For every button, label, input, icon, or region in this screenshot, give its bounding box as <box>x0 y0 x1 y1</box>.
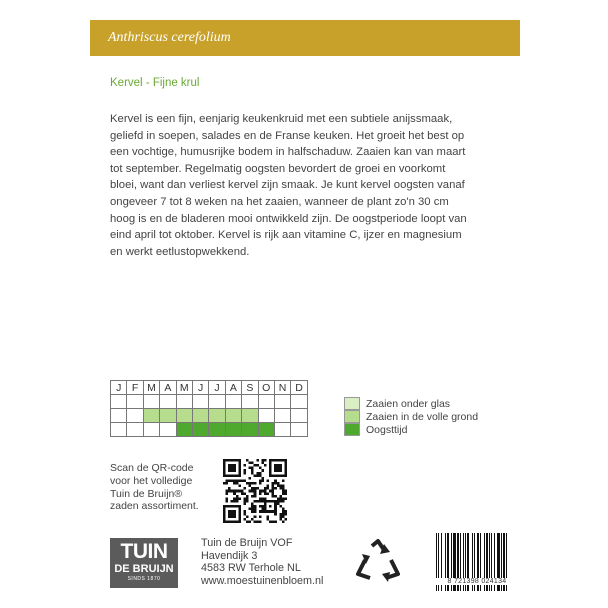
description-line: Kervel is een fijn, eenjarig keukenkruid met een subtiele anijssmaak, <box>110 113 453 125</box>
calendar-cell <box>258 423 274 437</box>
latin-name: Anthriscus cerefolium <box>108 30 231 45</box>
calendar-legend <box>344 397 478 436</box>
calendar-cell <box>274 423 290 437</box>
website-link[interactable]: www.moestuinenbloem.nl <box>201 574 324 587</box>
legend-item-harvest <box>344 423 478 436</box>
calendar-cell <box>274 409 290 423</box>
logo-text-middle: DE BRUIJN <box>114 563 174 575</box>
title-banner <box>90 20 520 56</box>
calendar-cell <box>209 423 225 437</box>
calendar-cell <box>127 409 143 423</box>
brand-logo <box>110 538 178 588</box>
logo-text-top: TUIN <box>120 540 168 563</box>
month-label: D <box>291 381 307 395</box>
month-label: J <box>192 381 208 395</box>
legend-swatch <box>344 410 360 423</box>
calendar-cell <box>176 395 192 409</box>
calendar-row <box>111 423 308 437</box>
calendar-row <box>111 395 308 409</box>
legend-label: Zaaien in de volle grond <box>366 410 479 423</box>
calendar-cell <box>242 423 258 437</box>
description-line: geliefd in soepen, salades en de Franse keuken. Het groeit het best op <box>110 129 465 142</box>
recycle-icon <box>354 538 402 584</box>
qr-caption-line: zaden assortiment. <box>110 500 199 513</box>
calendar-cell <box>176 409 192 423</box>
logo-text-bottom: SINDS 1870 <box>127 576 161 582</box>
calendar-cell <box>225 423 241 437</box>
calendar-cell <box>258 409 274 423</box>
calendar-cell <box>274 395 290 409</box>
calendar-cell <box>143 409 159 423</box>
calendar-cell <box>291 423 307 437</box>
legend-label: Oogsttijd <box>366 423 408 436</box>
calendar-cell <box>127 423 143 437</box>
qr-caption-line: voor het volledige <box>110 474 193 487</box>
legend-item-sow-open <box>344 410 478 423</box>
month-label: J <box>111 381 127 395</box>
address-line: 4583 RW Terhole NL <box>201 562 301 575</box>
calendar-cell <box>242 395 258 409</box>
description-line: ongeveer 7 tot 8 weken na het zaaien, wanneer de plant zo'n 30 cm <box>110 195 449 208</box>
description <box>110 111 510 260</box>
calendar-cell <box>209 409 225 423</box>
calendar-header-row <box>111 381 308 395</box>
calendar-cell <box>143 423 159 437</box>
legend-item-sow-glass <box>344 397 478 410</box>
description-line: en werkt eetlustopwekkend. <box>110 245 250 258</box>
calendar-cell <box>225 395 241 409</box>
description-line: hoog is en de bladeren mooi ontwikkeld zijn. De oogstperiode loopt van <box>110 212 467 225</box>
company-address <box>201 537 323 587</box>
calendar-cell <box>258 395 274 409</box>
month-label: A <box>160 381 176 395</box>
calendar-cell <box>160 423 176 437</box>
description-line: tot september. Regelmatig oogsten bevordert de groei en voorkomt <box>110 162 446 175</box>
legend-label: Zaaien onder glas <box>366 397 451 410</box>
description-line: een vochtige, humusrijke bodem in halfschaduw. Zaaien kan van maart <box>110 146 466 159</box>
calendar-cell <box>111 423 127 437</box>
qr-caption-line: Scan de QR-code <box>110 462 194 474</box>
sowing-calendar <box>110 380 308 437</box>
calendar-cell <box>160 395 176 409</box>
barcode-number: 8 721398 024134 <box>432 578 522 585</box>
month-label: F <box>127 381 143 395</box>
description-line: bloei, want dan verliest kervel zijn smaak. Je kunt kervel oogsten vanaf <box>110 179 465 192</box>
legend-swatch <box>344 397 360 410</box>
calendar-cell <box>192 395 208 409</box>
calendar-cell <box>111 395 127 409</box>
calendar-row <box>111 409 308 423</box>
calendar-cell <box>111 409 127 423</box>
calendar-cell <box>242 409 258 423</box>
month-label: S <box>242 381 258 395</box>
calendar-cell <box>209 395 225 409</box>
month-label: N <box>274 381 290 395</box>
qr-caption-line: Tuin de Bruijn® <box>110 487 183 500</box>
address-line: Havendijk 3 <box>201 549 258 562</box>
month-label: J <box>209 381 225 395</box>
address-line: Tuin de Bruijn VOF <box>201 537 293 549</box>
description-line: eind april tot oktober. Kervel is rijk aan vitamine C, ijzer en magnesium <box>110 229 462 242</box>
qr-code-icon[interactable] <box>223 459 287 523</box>
calendar-cell <box>225 409 241 423</box>
calendar-cell <box>291 395 307 409</box>
calendar-cell <box>143 395 159 409</box>
qr-caption <box>110 462 199 513</box>
calendar-cell <box>127 395 143 409</box>
calendar-cell <box>192 423 208 437</box>
variety-name: Kervel - Fijne krul <box>110 77 200 89</box>
month-label: M <box>176 381 192 395</box>
legend-swatch <box>344 423 360 436</box>
calendar-cell <box>291 409 307 423</box>
month-label: A <box>225 381 241 395</box>
month-label: O <box>258 381 274 395</box>
month-label: M <box>143 381 159 395</box>
calendar-cell <box>160 409 176 423</box>
calendar-cell <box>176 423 192 437</box>
calendar-cell <box>192 409 208 423</box>
